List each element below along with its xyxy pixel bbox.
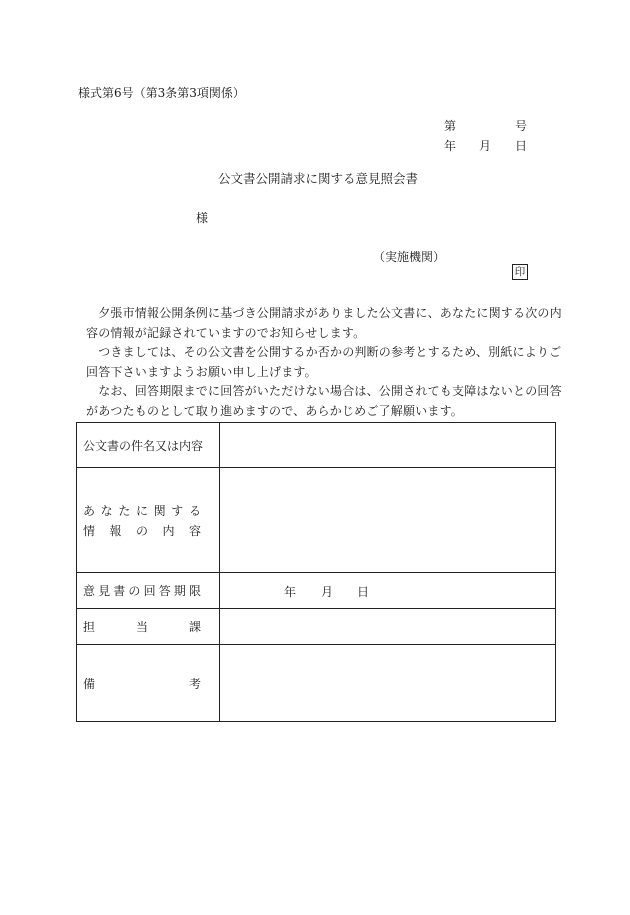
label-char: 課: [188, 620, 201, 634]
label-line: [83, 582, 201, 599]
label-char: 期: [173, 584, 186, 598]
table-row: [77, 609, 556, 645]
field-remarks[interactable]: [220, 645, 556, 722]
table-row: [77, 468, 556, 573]
seal-mark: 印: [512, 264, 528, 280]
table-row: [77, 645, 556, 722]
body-line: があつたものとして取り進めますので、あらかじめご了解願います。: [86, 403, 464, 418]
label-char: 意: [83, 584, 96, 598]
body-line: なお、回答期限までに回答がいただけない場合は、公開されても支障はないとの回答: [86, 384, 562, 398]
date-year-label: 年: [444, 139, 457, 153]
label-line: [83, 502, 201, 519]
document-number-suffix: 号: [515, 119, 528, 133]
form-number: 様式第6号（第3条第3項関係）: [78, 86, 245, 100]
label-line: [83, 618, 201, 635]
label-char: 答: [158, 584, 171, 598]
label-char: 内: [162, 523, 175, 538]
label-char: 書: [113, 584, 126, 598]
document-title: 公文書公開請求に関する意見照会書: [218, 171, 419, 186]
label-char: 報: [109, 523, 122, 538]
label-char: 考: [188, 676, 201, 691]
label-char: に: [135, 503, 148, 518]
date-day-label: 日: [515, 139, 528, 153]
label-char: 情: [83, 523, 96, 538]
info-table: [76, 422, 556, 722]
table-row: [77, 423, 556, 468]
label-line: [83, 675, 201, 692]
label-char: 回: [143, 584, 156, 598]
body-line: 容の情報が記録されていますのでお知らせします。: [86, 325, 366, 340]
deadline-day-label: 日: [357, 584, 370, 599]
label-char: る: [188, 503, 201, 518]
addressee-suffix: 様: [196, 211, 209, 225]
table-row: [77, 573, 556, 609]
label-char: の: [135, 523, 148, 538]
document-number-prefix: 第: [444, 119, 457, 133]
label-char: 関: [153, 503, 166, 518]
deadline-month-label: 月: [321, 584, 334, 599]
label-response-deadline: [77, 573, 220, 609]
field-information-content[interactable]: [220, 468, 556, 573]
label-line: [83, 522, 201, 539]
label-text: 公文書の件名又は内容: [83, 438, 204, 453]
label-information-content: [77, 468, 220, 573]
field-department[interactable]: [220, 609, 556, 645]
label-char: あ: [83, 503, 96, 518]
label-char: 見: [98, 584, 111, 598]
label-char: た: [118, 503, 131, 518]
label-char: の: [128, 584, 141, 598]
label-char: 限: [188, 584, 201, 598]
date-month-label: 月: [479, 139, 492, 153]
label-char: 担: [83, 620, 96, 634]
field-response-deadline[interactable]: [220, 573, 556, 609]
label-char: 備: [83, 676, 96, 691]
label-char: 容: [188, 523, 201, 538]
body-line: つきましては、その公文書を公開するか否かの判断の参考とするため、別紙によりご: [86, 345, 562, 359]
body-line: 回答下さいますようお願い申し上げます。: [86, 364, 317, 379]
label-char: な: [100, 503, 113, 518]
field-document-subject[interactable]: [220, 423, 556, 468]
label-document-subject: [77, 423, 220, 468]
deadline-year-label: 年: [284, 584, 297, 599]
body-text: [86, 304, 562, 421]
label-char: す: [171, 503, 184, 518]
implementing-agency: （実施機関）: [373, 250, 446, 264]
label-remarks: [77, 645, 220, 722]
body-line: 夕張市情報公開条例に基づき公開請求がありました公文書に、あなたに関する次の内: [86, 306, 562, 320]
label-department: [77, 609, 220, 645]
label-char: 当: [135, 620, 148, 634]
